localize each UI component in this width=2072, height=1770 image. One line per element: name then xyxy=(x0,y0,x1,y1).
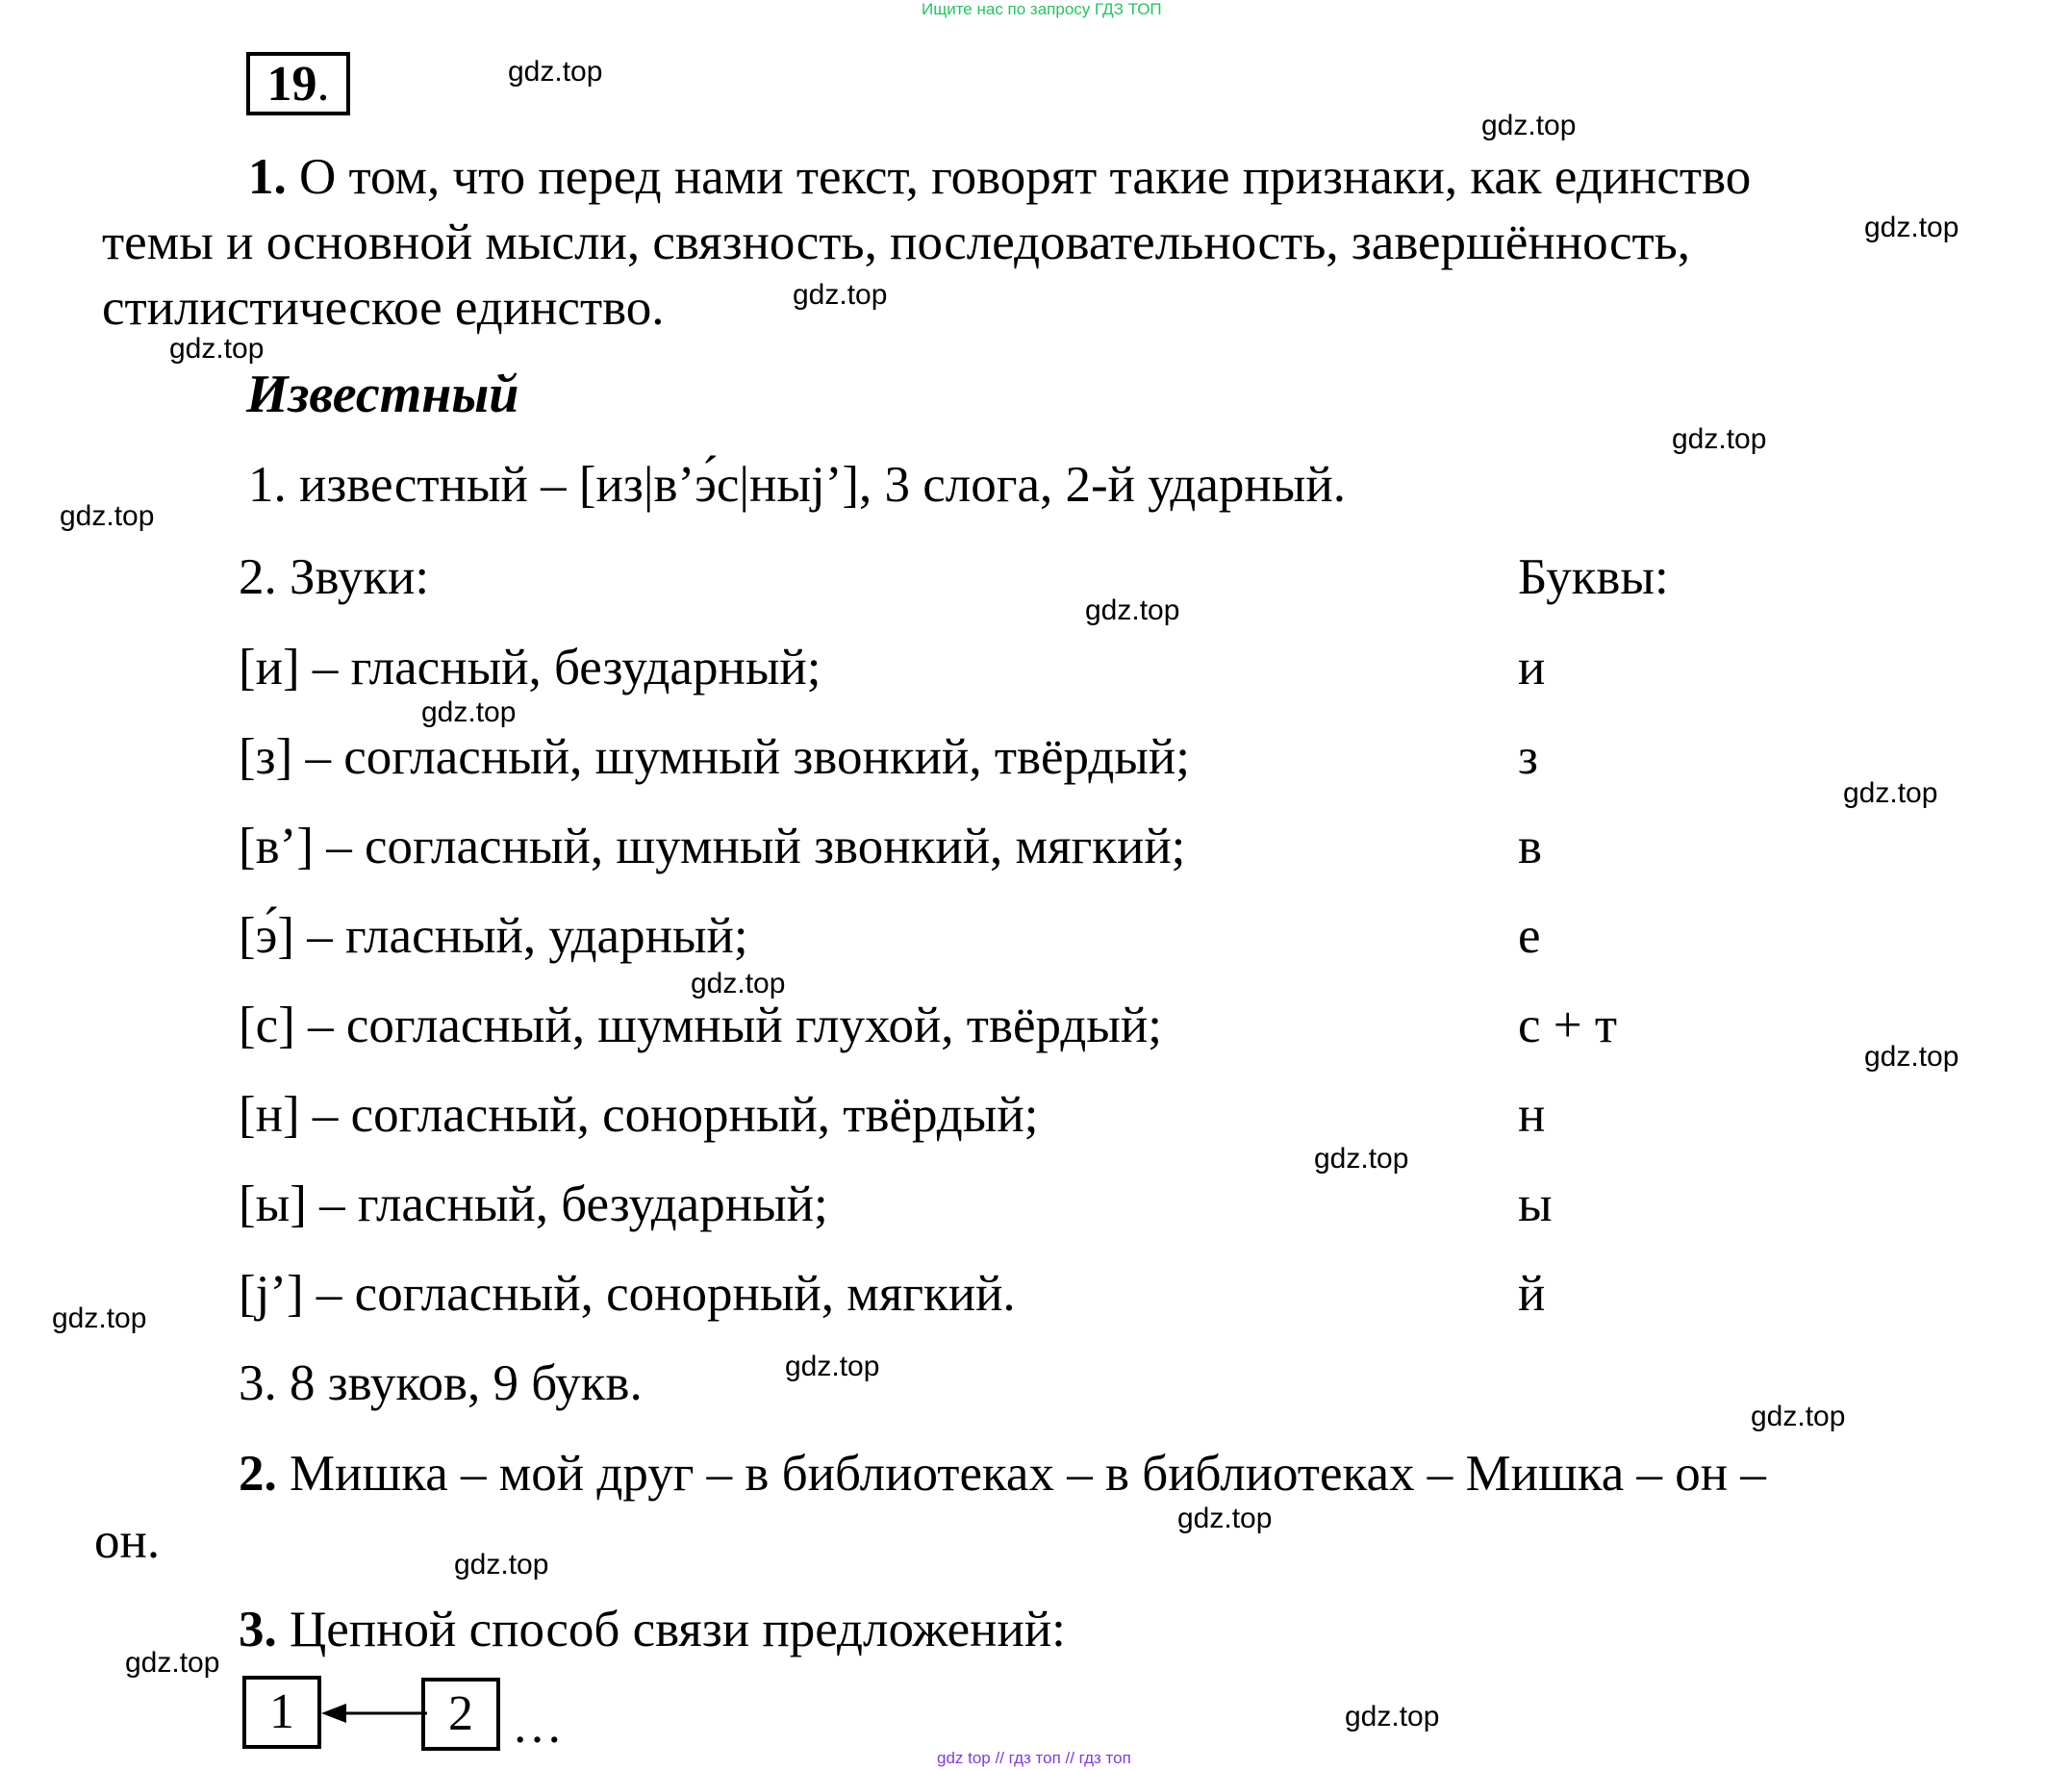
sound-row: [э́] – гласный, ударный; xyxy=(239,908,748,964)
part1-label: 1. xyxy=(248,149,287,205)
syllable-analysis: 1. известный – [из|в’э́с|ныj’], 3 слога, 2-й ударный. xyxy=(248,457,1346,513)
part2-label: 2. xyxy=(239,1446,277,1502)
chain-ellipsis: … xyxy=(512,1698,563,1754)
watermark: gdz.top xyxy=(785,1351,880,1382)
task-number-dot: . xyxy=(316,57,330,112)
watermark: gdz.top xyxy=(508,56,603,88)
letter-cell: в xyxy=(1518,819,1543,874)
sound-row: [в’] – согласный, шумный звонкий, мягкий; xyxy=(239,819,1186,874)
part2-line2: он. xyxy=(94,1513,161,1569)
letter-cell: н xyxy=(1518,1087,1546,1143)
watermark: gdz.top xyxy=(1864,212,1959,243)
watermark: gdz.top xyxy=(1085,594,1180,626)
letter-cell: и xyxy=(1518,640,1546,695)
part3-label: 3. xyxy=(239,1602,277,1657)
sound-row: [и] – гласный, безударный; xyxy=(239,640,821,695)
watermark: gdz.top xyxy=(1864,1041,1959,1073)
watermark: gdz.top xyxy=(793,279,888,311)
top-search-note: Ищите нас по запросу ГДЗ ТОП xyxy=(922,0,1162,18)
chain-box-1: 1 xyxy=(242,1676,321,1749)
letter-cell: с + т xyxy=(1518,998,1618,1053)
letter-cell: й xyxy=(1518,1266,1546,1322)
watermark: gdz.top xyxy=(169,333,265,365)
sound-row: [н] – согласный, сонорный, твёрдый; xyxy=(239,1087,1039,1143)
sound-letter-count: 3. 8 звуков, 9 букв. xyxy=(239,1355,643,1411)
watermark: gdz.top xyxy=(691,968,786,999)
sound-row: [ы] – гласный, безударный; xyxy=(239,1176,828,1232)
chain-arrow xyxy=(321,1699,427,1728)
watermark: gdz.top xyxy=(1177,1503,1273,1534)
part3-line xyxy=(239,1601,1066,1658)
part1-line1 xyxy=(248,148,1751,206)
watermark: gdz.top xyxy=(1751,1401,1846,1432)
sound-row: [з] – согласный, шумный звонкий, твёрдый; xyxy=(239,729,1190,785)
part1-line3: стилистическое единство. xyxy=(102,280,665,336)
letter-cell: з xyxy=(1518,729,1538,785)
word-heading: Известный xyxy=(246,365,519,424)
watermark: gdz.top xyxy=(1481,110,1577,141)
watermark: gdz.top xyxy=(60,500,155,532)
watermark: gdz.top xyxy=(52,1302,147,1334)
sound-row: [с] – согласный, шумный глухой, твёрдый; xyxy=(239,998,1162,1053)
sounds-header: 2. Звуки: xyxy=(239,549,430,605)
task-number-box xyxy=(246,52,350,115)
watermark: gdz.top xyxy=(1345,1701,1440,1732)
watermark: gdz.top xyxy=(125,1647,220,1679)
watermark: gdz.top xyxy=(454,1549,549,1580)
part1-line1-text: О том, что перед нами текст, говорят такие признаки, как единство xyxy=(299,149,1752,205)
part3-text: Цепной способ связи предложений: xyxy=(290,1602,1066,1657)
chain-box-2: 2 xyxy=(421,1678,500,1751)
part2-line1-text: Мишка – мой друг – в библиотеках – в библиотеках – Мишка – он – xyxy=(290,1446,1766,1502)
watermark: gdz.top xyxy=(1314,1143,1409,1175)
sound-row: [j’] – согласный, сонорный, мягкий. xyxy=(239,1266,1016,1322)
letter-cell: ы xyxy=(1518,1176,1553,1232)
footer-links: gdz top // гдз топ // гдз топ xyxy=(937,1749,1131,1767)
task-number: 19 xyxy=(266,57,317,112)
watermark: gdz.top xyxy=(1843,777,1938,809)
part2-line1 xyxy=(239,1445,1766,1503)
watermark: gdz.top xyxy=(1672,423,1767,455)
part1-line2: темы и основной мысли, связность, последовательность, завершённость, xyxy=(102,215,1691,270)
letter-cell: е xyxy=(1518,908,1541,964)
watermark: gdz.top xyxy=(421,696,517,728)
letters-header: Буквы: xyxy=(1518,549,1669,605)
